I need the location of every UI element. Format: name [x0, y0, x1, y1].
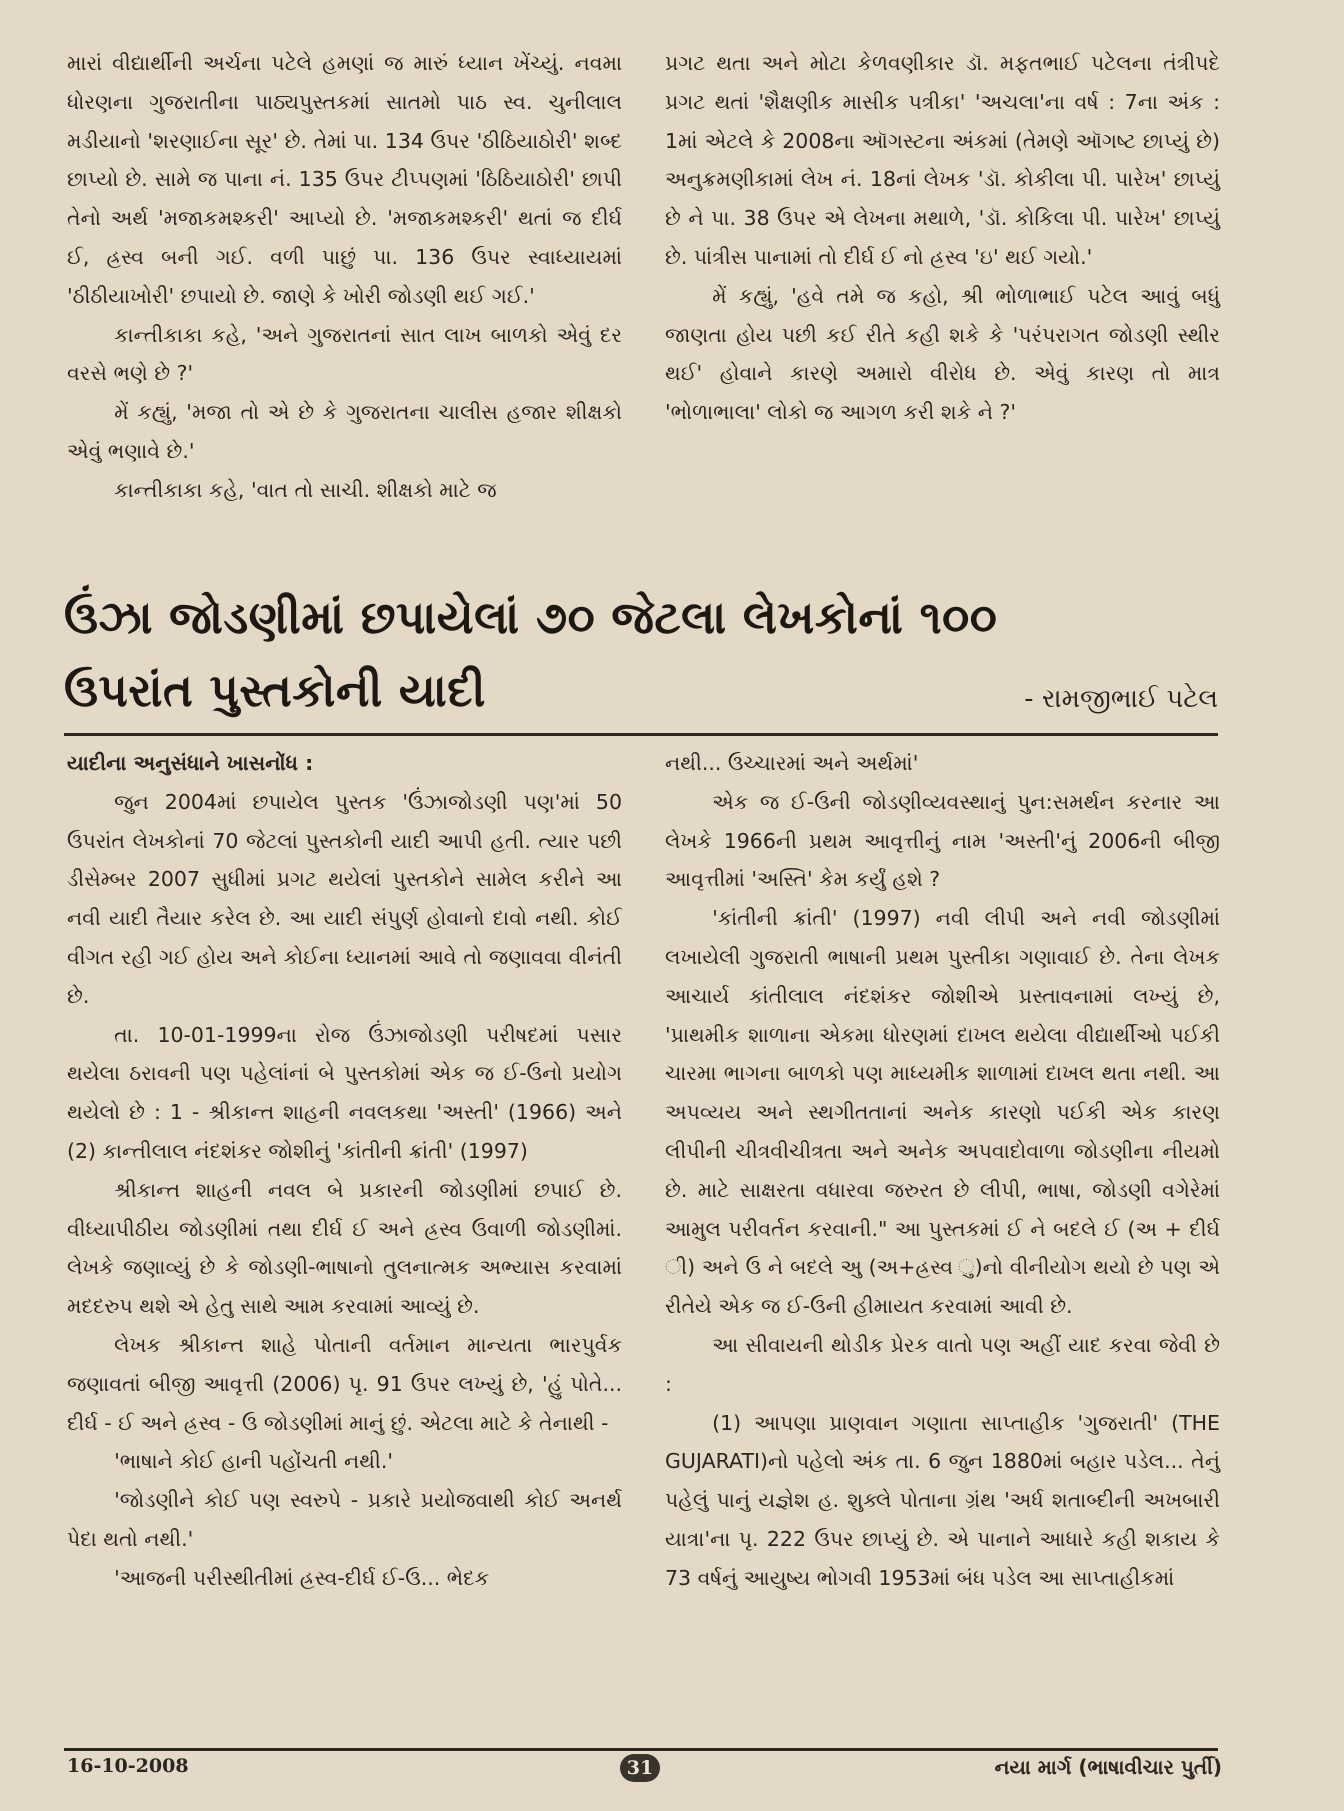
paragraph: એક જ ઈ-ઉની જોડણીવ્યવસ્થાનું પુન:સમર્થન કરનાર આ લેખકે 1966ની પ્રથમ આવૃત્તીનું નામ 'અસ્તી'નું 2006ની બીજી આવૃત્તીમાં 'અસ્તિ' કેમ કર્યું હશે ?: [665, 789, 1220, 892]
bottom-left-column: [67, 744, 622, 1598]
paragraph: મેં કહ્યું, 'મજા તો એ છે કે ગુજરાતના ચાલીસ હજાર શીક્ષકો એવું ભણાવે છે.': [67, 400, 622, 463]
page-number: 31: [620, 1754, 660, 1782]
paragraph: શ્રીકાન્ત શાહની નવલ બે પ્રકારની જોડણીમાં છપાઈ છે. વીધ્યાપીઠીય જોડણીમાં તથા દીર્ઘ ઈ અને હ્રસ્વ ઉવાળી જોડણીમાં. લેખકે જણાવ્યું છે કે જોડણી-ભાષાનો તુલનાત્મક અભ્યાસ કરવામાં મદદરુપ થશે એ હેતુ સાથે આમ કરવામાં આવ્યું છે.: [67, 1177, 622, 1319]
paragraph: તા. 10-01-1999ના રોજ ઉંઝાજોડણી પરીષદમાં પસાર થયેલા ઠરાવની પણ પહેલાંનાં બે પુસ્તકોમાં એક જ ઈ-ઉનો પ્રયોગ થયેલો છે : 1 - શ્રીકાન્ત શાહની નવલકથા 'અસ્તી' (1966) અને (2) કાન્તીલાલ નંદશંકર જોશીનું 'કાંતીની ક્રાંતી' (1997): [67, 1022, 622, 1163]
publication-title: નયા માર્ગ (ભાષાવીચાર પુર્તી): [994, 1755, 1222, 1779]
article-headline-line-2: ઉપરાંત પુસ્તકોની યાદી: [64, 664, 486, 717]
article-headline-line-1: ઉંઝા જોડણીમાં છપાયેલાં ૭૦ જેટલા લેખકોનાં ૧૦૦: [64, 591, 998, 644]
author-byline: - રામજીભાઈ પટેલ: [1024, 684, 1218, 714]
paragraph: મારાં વીદ્યાર્થીની અર્ચના પટેલે હમણાં જ મારું ધ્યાન ખેંચ્યું. નવમા ધોરણના ગુજરાતીના પાઠ્યપુસ્તકમાં સાતમો પાઠ સ્વ. ચુનીલાલ મડીયાનો 'શરણાઈના સૂર' છે. તેમાં પા. 134 ઉપર 'ઠીઠિયાઠોરી' શબ્દ છાપ્યો છે. સામે જ પાના નં. 135 ઉપર ટીપ્પણમાં 'ઠિઠિયાઠોરી' છાપી તેનો અર્થ 'મજાકમશ્કરી' આપ્યો છે. 'મજાકમશ્કરી' થતાં જ દીર્ઘ ઈ, હ્રસ્વ બની ગઈ. વળી પાછું પા. 136 ઉપર સ્વાધ્યાયમાં 'ઠીઠીયાખોરી' છપાયો છે. જાણે કે ખોરી જોડણી થઈ ગઈ.': [67, 51, 622, 308]
paragraph: આ સીવાયની થોડીક પ્રેરક વાતો પણ અહીં યાદ કરવા જેવી છે :: [665, 1332, 1220, 1396]
paragraph: (1) આપણા પ્રાણવાન ગણાતા સાપ્તાહીક 'ગુજરાતી' (THE GUJARATI)નો પહેલો અંક તા. 6 જુન 1880માં બહાર પડેલ... તેનું પહેલું પાનું યજ્ઞેશ હ. શુક્લે પોતાના ગ્રંથ 'અર્ધ શતાબ્દીની અખબારી યાત્રા'ના પૃ. 222 ઉપર છાપ્યું છે. એ પાનાને આધારે કહી શકાય કે 73 વર્ષનું આયુષ્ય ભોગવી 1953માં બંધ પડેલ આ સાપ્તાહીકમાં: [665, 1410, 1220, 1590]
section-subheading: યાદીના અનુસંધાને ખાસનોંધ :: [67, 751, 314, 775]
paragraph: 'ભાષાને કોઈ હાની પહોંચતી નથી.': [114, 1449, 394, 1474]
paragraph: કાન્તીકાકા કહે, 'અને ગુજરાતનાં સાત લાખ બાળકો એવું દર વરસે ભણે છે ?': [67, 322, 622, 386]
top-left-column: [67, 44, 622, 510]
paragraph: 'કાંતીની ક્રાંતી' (1997) નવી લીપી અને નવી જોડણીમાં લખાયેલી ગુજરાતી ભાષાની પ્રથમ પુસ્તીકા ગણાવાઈ છે. તેના લેખક આચાર્ય કાંતીલાલ નંદશંકર જોશીએ પ્રસ્તાવનામાં લખ્યું છે, 'પ્રાથમીક શાળાના એકમા ધોરણમાં દાખલ થયેલા વીદ્યાર્થીઓ પઈકી ચારમા ભાગના બાળકો પણ માધ્યમીક શાળામાં દાખલ થતા નથી. આ અપવ્યય અને સ્થગીતતાનાં અનેક કારણો પઈકી એક કારણ લીપીની ચીત્રવીચીત્રતા અને અનેક અપવાદોવાળા જોડણીના નીયમો છે. માટે સાક્ષરતા વધારવા જરુરત છે લીપી, ભાષા, જોડણી વગેરેમાં આમુલ પરીવર્તન કરવાની." આ પુસ્તકમાં ઈ ને બદલે ઈ (અ + દીર્ઘ ી) અને ઉ ને બદલે અુ (અ+હ્રસ્વ ુ)નો વીનીયોગ થયો છે પણ એ રીતેયે એક જ ઈ-ઉની હીમાયત કરવામાં આવી છે.: [665, 906, 1220, 1319]
footer-divider: [64, 1748, 1218, 1751]
paragraph: કાન્તીકાકા કહે, 'વાત તો સાચી. શીક્ષકો માટે જ: [114, 477, 497, 502]
paragraph: નથી... ઉચ્ચારમાં અને અર્થમાં': [665, 751, 919, 775]
footer-date: 16-10-2008: [67, 1755, 189, 1777]
paragraph: પ્રગટ થતા અને મોટા કેળવણીકાર ડૉ. મફતભાઈ પટેલના તંત્રીપદે પ્રગટ થતાં 'શૈક્ષણીક માસીક પત્રીકા' 'અચલા'ના વર્ષ : 7ના અંક : 1માં એટલે કે 2008ના ઑગસ્ટના અંકમાં (તેમણે ઑગષ્ટ છાપ્યું છે) અનુક્રમણીકામાં લેખ નં. 18નાં લેખક 'ડૉ. કોકીલા પી. પારેખ' છાપ્યું છે ને પા. 38 ઉપર એ લેખના મથાળે, 'ડૉ. કોકિલા પી. પારેખ' છાપ્યું છે. પાંત્રીસ પાનામાં તો દીર્ઘ ઈ નો હ્રસ્વ 'ઇ' થઈ ગયો.': [665, 51, 1220, 269]
paragraph: લેખક શ્રીકાન્ત શાહે પોતાની વર્તમાન માન્યતા ભારપુર્વક જણાવતાં બીજી આવૃત્તી (2006) પૃ. 91 ઉપર લખ્યું છે, 'હું પોતે... દીર્ઘ - ઈ અને હ્રસ્વ - ઉ જોડણીમાં માનું છું. એટલા માટે કે તેનાથી -: [67, 1332, 622, 1435]
paragraph: મેં કહ્યું, 'હવે તમે જ કહો, શ્રી ભોળાભાઈ પટેલ આવું બધું જાણતા હોય પછી કઈ રીતે કહી શકે કે 'પરંપરાગત જોડણી સ્થીર થઈ' હોવાને કારણે અમારો વીરોધ છે. એવું કારણ તો માત્ર 'ભોળાભાલા' લોકો જ આગળ કરી શકે ને ?': [665, 283, 1220, 425]
top-right-column: [665, 44, 1220, 432]
paragraph: 'આજની પરીસ્થીતીમાં હ્રસ્વ-દીર્ઘ ઈ-ઉ... ભેદક: [114, 1565, 490, 1590]
paragraph: 'જોડણીને કોઈ પણ સ્વરુપે - પ્રકારે પ્રયોજવાથી કોઈ અનર્થ પેદા થતો નથી.': [67, 1488, 622, 1551]
paragraph: જુન 2004માં છપાયેલ પુસ્તક 'ઉંઝાજોડણી પણ'માં 50 ઉપરાંત લેખકોનાં 70 જેટલાં પુસ્તકોની યાદી આપી હતી. ત્યાર પછી ડીસેમ્બર 2007 સુધીમાં પ્રગટ થયેલાં પુસ્તકોને સામેલ કરીને આ નવી યાદી તૈયાર કરેલ છે. આ યાદી સંપુર્ણ હોવાનો દાવો નથી. કોઈ વીગત રહી ગઈ હોય અને કોઈના ધ્યાનમાં આવે તો જણાવવા વીનંતી છે.: [67, 789, 622, 1008]
divider: [64, 733, 1218, 736]
bottom-right-column: [665, 744, 1220, 1598]
